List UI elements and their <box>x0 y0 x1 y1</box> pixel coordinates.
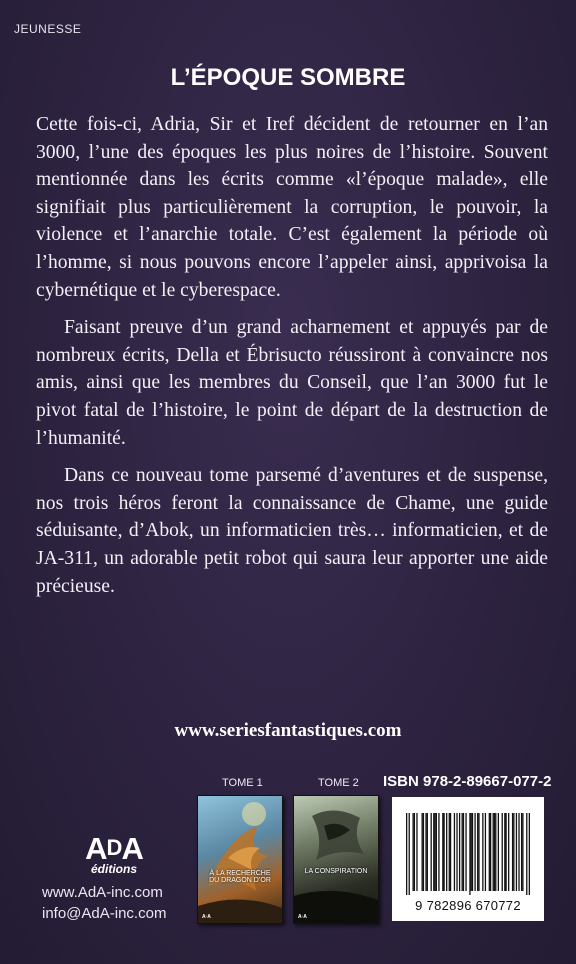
synopsis <box>36 111 548 610</box>
synopsis-paragraph-1: Cette fois-ci, Adria, Sir et Iref décident de retourner en l’an 3000, l’une des époques les plus noires de l’histoire. Souvent mentionnée dans les écrits comme «l’époque malade», elle signifiait plus particulièrement la corruption, le pouvoir, la violence et l’anarchie totale. C’est également la période où l’homme, si nous pouvons encore l’appeler ainsi, apprivoisa la cybernétique et le cyberespace. <box>36 114 548 301</box>
barcode-bar <box>529 813 530 895</box>
barcode-bar <box>438 813 439 891</box>
creature-illustration <box>294 796 378 923</box>
website-link[interactable]: www.seriesfantastiques.com <box>174 720 402 741</box>
tome-2-cover-mark: A·A <box>298 914 307 920</box>
barcode-bar <box>406 813 407 895</box>
barcode-bar <box>526 813 527 895</box>
barcode-bar <box>516 813 517 891</box>
barcode-bar <box>505 813 506 891</box>
book-title: L’ÉPOQUE SOMBRE <box>170 64 406 91</box>
synopsis-paragraph-2: Faisant preuve d’un grand acharnement et appuyés par de nombreux écrits, Della et Ébrisucto réussiront à convaincre nos amis, ainsi que les membres du Conseil, que l’an 3000 fut le pivot fatal de l’histoire, le point de départ de la destruction de l’humanité. <box>36 317 548 449</box>
barcode-bar <box>471 813 472 891</box>
tome-2-cover <box>293 795 379 924</box>
barcode-bar <box>414 813 415 891</box>
tome-2-cover-title: LA CONSPIRATION <box>304 868 368 875</box>
barcode-bar <box>443 813 444 891</box>
tome-2-label: TOME 2 <box>318 777 359 789</box>
barcode-bar <box>459 813 460 891</box>
barcode-bar <box>433 813 434 891</box>
barcode-bar <box>454 813 455 891</box>
barcode-bar <box>427 813 428 891</box>
barcode-bar <box>521 813 522 891</box>
barcode-bar <box>522 813 523 891</box>
tome-1-cover-title: À LA RECHERCHE DU DRAGON D’OR <box>209 870 271 884</box>
barcode-bar <box>472 813 473 891</box>
barcode-bar <box>502 813 503 891</box>
barcode-bar <box>463 813 464 891</box>
category-label: JEUNESSE <box>14 22 82 36</box>
barcode-bar <box>498 813 499 891</box>
barcode-bar <box>490 813 491 891</box>
barcode-bar <box>431 813 432 891</box>
barcode-bar <box>462 813 463 891</box>
barcode-bar <box>469 813 470 895</box>
barcode-bar <box>425 813 426 891</box>
barcode-bar <box>416 813 417 891</box>
publisher-logo-mark: ADA <box>85 831 143 866</box>
barcode-bar <box>482 813 483 891</box>
barcode-bar <box>412 813 413 891</box>
barcode-bar <box>513 813 514 891</box>
tome-1-cover <box>197 795 283 924</box>
barcode-number: 9 782896 670772 <box>415 898 521 913</box>
publisher-website[interactable]: www.AdA-inc.com <box>42 884 163 901</box>
barcode-bar <box>518 813 519 891</box>
isbn-label: ISBN 978-2-89667-077-2 <box>383 773 552 790</box>
barcode <box>392 797 544 921</box>
barcode-bar <box>456 813 457 891</box>
barcode-bar <box>489 813 490 891</box>
synopsis-paragraph-3: Dans ce nouveau tome parsemé d’aventures et de suspense, nos trois héros feront la connaissance de Chame, une guide séduisante, d’Abok, un informaticien très… informaticien, et de JA-311, un adorable petit robot qui saura leur apporter une aide précieuse. <box>36 465 548 597</box>
barcode-bar <box>508 813 509 891</box>
tome-1-cover-mark: A·A <box>202 914 211 920</box>
barcode-bar <box>450 813 451 891</box>
publisher-logo <box>76 833 152 876</box>
barcode-bar <box>494 813 495 891</box>
barcode-bar <box>449 813 450 891</box>
tome-1-label: TOME 1 <box>222 777 263 789</box>
publisher-email[interactable]: info@AdA-inc.com <box>42 905 167 922</box>
barcode-bar <box>423 813 424 891</box>
barcode-bar <box>493 813 494 891</box>
barcode-bars <box>406 813 530 895</box>
publisher-logo-subtitle: éditions <box>90 862 137 876</box>
barcode-bar <box>434 813 435 891</box>
barcode-bar <box>504 813 505 891</box>
barcode-bar <box>465 813 466 891</box>
barcode-bar <box>512 813 513 891</box>
barcode-bar <box>409 813 410 895</box>
publisher-contact <box>42 882 166 924</box>
dragon-illustration <box>198 796 282 923</box>
barcode-bar <box>442 813 443 891</box>
barcode-bar <box>474 813 475 891</box>
barcode-bar <box>422 813 423 891</box>
barcode-bar <box>436 813 437 891</box>
barcode-bar <box>485 813 486 891</box>
barcode-bar <box>446 813 447 891</box>
barcode-bar <box>495 813 496 891</box>
barcode-bar <box>478 813 479 891</box>
barcode-bar <box>477 813 478 891</box>
